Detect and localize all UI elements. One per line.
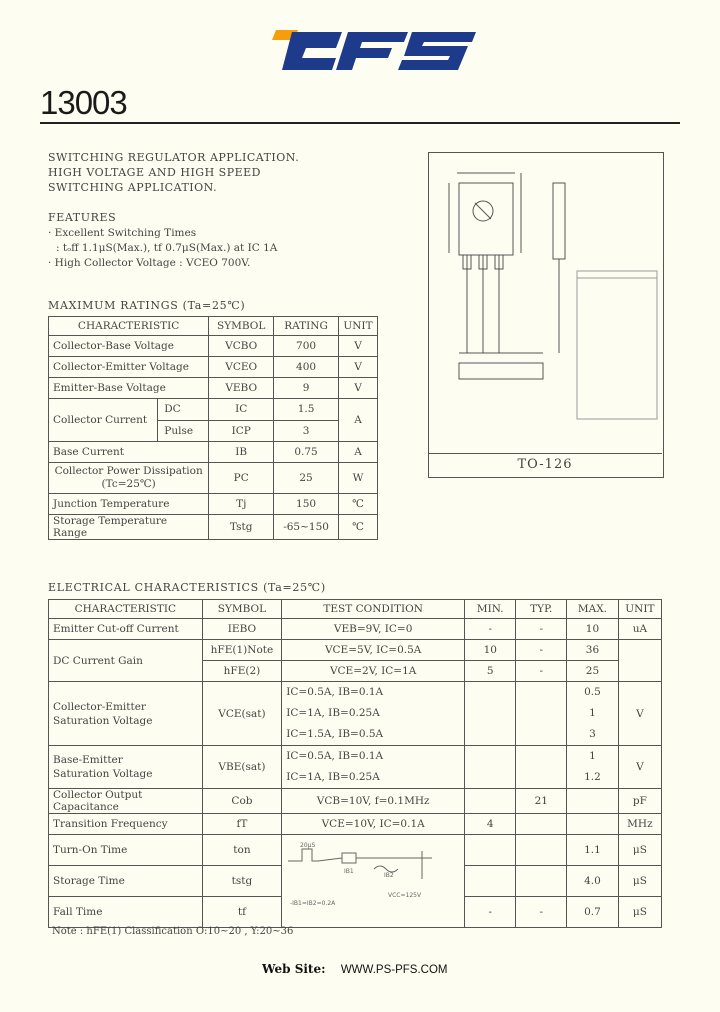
cell-min: 4 xyxy=(465,814,516,835)
cell-cond: VEB=9V, IC=0 xyxy=(282,619,465,640)
max-line: 0.5 xyxy=(584,686,601,698)
circuit-label-ib1: IB1 xyxy=(344,867,354,875)
cell-cond: VCB=10V, f=0.1MHz xyxy=(282,789,465,814)
cell-sym: VCE(sat) xyxy=(202,682,282,746)
features-title: FEATURES xyxy=(48,211,117,224)
cell-min xyxy=(465,746,516,789)
cell-typ xyxy=(516,835,567,866)
cell-min xyxy=(465,835,516,866)
cell-min xyxy=(465,789,516,814)
cell-sym: VBE(sat) xyxy=(202,746,282,789)
cell-typ xyxy=(516,682,567,746)
table-row xyxy=(49,515,378,540)
cell-unit: W xyxy=(338,463,377,494)
cell-sym: PC xyxy=(209,463,274,494)
cell-min: 10 xyxy=(465,640,516,661)
table-row xyxy=(49,640,662,661)
cell-unit: MHz xyxy=(618,814,661,835)
cell-max: 25 xyxy=(567,661,619,682)
max-ratings-title: MAXIMUM RATINGS (Ta=25℃) xyxy=(48,299,246,312)
col-header: MAX. xyxy=(567,600,619,619)
cell-sym: IB xyxy=(209,442,274,463)
electrical-table xyxy=(48,599,662,928)
cell-min: 5 xyxy=(465,661,516,682)
pulse-rating: 3 xyxy=(302,425,310,437)
cell-min: - xyxy=(465,897,516,928)
cell-rating: 400 xyxy=(274,357,339,378)
circuit-label-vcc: VCC=125V xyxy=(388,891,422,899)
cell-char: Collector Power Dissipation (Tc=25℃) xyxy=(49,463,209,494)
cell-char xyxy=(49,682,203,746)
cell-sym: Cob xyxy=(202,789,282,814)
cell-char: Emitter-Base Voltage xyxy=(49,378,209,399)
cell-sym: Tj xyxy=(209,494,274,515)
circuit-label-pulse: 20μS xyxy=(300,841,316,849)
cell-char: Storage Time xyxy=(49,866,203,897)
cell-sym: hFE(2) xyxy=(202,661,282,682)
cell-char: Collector-Base Voltage xyxy=(49,336,209,357)
table-row xyxy=(49,463,378,494)
cell-sym: Tstg xyxy=(209,515,274,540)
cell-rating: 0.75 xyxy=(274,442,339,463)
website-link[interactable]: WWW.PS-PFS.COM xyxy=(340,964,448,976)
cell-char: Junction Temperature xyxy=(49,494,209,515)
table-row xyxy=(49,682,662,746)
collector-current-label: Collector Current xyxy=(53,414,148,426)
cell-unit: V xyxy=(338,378,377,399)
feature-item: : tₒff 1.1μS(Max.), tf 0.7μS(Max.) at IC 1A xyxy=(56,242,278,254)
col-header: TYP. xyxy=(516,600,567,619)
cell-min xyxy=(465,866,516,897)
part-number: 13003 xyxy=(40,84,127,121)
cell-max: 0.7 xyxy=(567,897,619,928)
cell-cond: VCE=2V, IC=1A xyxy=(282,661,465,682)
switching-test-circuit xyxy=(282,835,465,928)
table-row xyxy=(49,814,662,835)
char-line: Collector-Emitter xyxy=(53,700,146,713)
table-row xyxy=(49,357,378,378)
cell-typ xyxy=(516,866,567,897)
application-line: SWITCHING REGULATOR APPLICATION. xyxy=(48,151,300,164)
cond-line: IC=0.5A, IB=0.1A xyxy=(286,750,384,762)
cell-unit: pF xyxy=(618,789,661,814)
cell-max: 4.0 xyxy=(567,866,619,897)
cell-unit: V xyxy=(338,336,377,357)
char-line: Saturation Voltage xyxy=(53,714,153,727)
cell-cond: VCE=10V, IC=0.1A xyxy=(282,814,465,835)
test-circuit-diagram xyxy=(282,839,457,921)
cell-char: Emitter Cut-off Current xyxy=(49,619,203,640)
col-header: CHARACTERISTIC xyxy=(49,600,203,619)
cell-char: Storage Temperature Range xyxy=(49,515,209,540)
cell-rating: 25 xyxy=(274,463,339,494)
col-header: UNIT xyxy=(618,600,661,619)
cell-max xyxy=(567,789,619,814)
cell-char: Transition Frequency xyxy=(49,814,203,835)
feature-item: · High Collector Voltage : VCEO 700V. xyxy=(48,257,251,269)
pulse-sym: ICP xyxy=(231,425,251,437)
website xyxy=(262,962,448,976)
cell-typ: - xyxy=(516,619,567,640)
cell-rating: 700 xyxy=(274,336,339,357)
cell-unit: ℃ xyxy=(338,494,377,515)
cell-unit: μS xyxy=(618,866,661,897)
cell-rating: 150 xyxy=(274,494,339,515)
cell-unit xyxy=(618,640,661,682)
cell-min: - xyxy=(465,619,516,640)
dc-label: DC xyxy=(158,399,208,421)
feature-item: · Excellent Switching Times xyxy=(48,227,197,239)
cell-char: Fall Time xyxy=(49,897,203,928)
dc-rating: 1.5 xyxy=(274,399,338,421)
col-header: SYMBOL xyxy=(209,317,274,336)
col-header: CHARACTERISTIC xyxy=(49,317,209,336)
max-line: 3 xyxy=(589,728,596,740)
dc-sym: IC xyxy=(209,399,273,421)
cell-sym: VEBO xyxy=(209,378,274,399)
table-row xyxy=(49,442,378,463)
cell-char xyxy=(49,399,209,442)
website-label: Web Site: xyxy=(262,962,326,976)
cell-sym: tf xyxy=(202,897,282,928)
header-rule xyxy=(40,122,680,124)
table-row xyxy=(49,378,378,399)
cond-line: IC=0.5A, IB=0.1A xyxy=(286,686,384,698)
col-header: MIN. xyxy=(465,600,516,619)
table-row xyxy=(49,746,662,789)
cell-char: DC Current Gain xyxy=(49,640,203,682)
pfs-logo xyxy=(262,22,482,76)
features-list xyxy=(48,226,277,271)
application-line: SWITCHING APPLICATION. xyxy=(48,181,218,194)
pulse-label: Pulse xyxy=(164,425,194,437)
cell-min xyxy=(465,682,516,746)
cond-line: IC=1A, IB=0.25A xyxy=(286,707,380,719)
cell-cond xyxy=(282,682,465,746)
table-row xyxy=(49,789,662,814)
application-line: HIGH VOLTAGE AND HIGH SPEED xyxy=(48,166,261,179)
cell-unit: μS xyxy=(618,835,661,866)
cell-char: Collector-Emitter Voltage xyxy=(49,357,209,378)
cell-rating: -65~150 xyxy=(274,515,339,540)
cell-typ: 21 xyxy=(516,789,567,814)
table-row xyxy=(49,494,378,515)
cell-char: Collector Output Capacitance xyxy=(49,789,203,814)
cond-line: IC=1.5A, IB=0.5A xyxy=(286,728,384,740)
cell-sym: VCEO xyxy=(209,357,274,378)
table-row xyxy=(49,399,378,442)
col-header: TEST CONDITION xyxy=(282,600,465,619)
package-outline-drawing xyxy=(429,153,663,453)
circuit-label-ib2: IB2 xyxy=(384,871,394,879)
cell-max xyxy=(567,814,619,835)
cell-typ: - xyxy=(516,897,567,928)
electrical-title: ELECTRICAL CHARACTERISTICS (Ta=25℃) xyxy=(48,581,326,594)
max-ratings-table xyxy=(48,316,378,540)
cell-typ xyxy=(516,746,567,789)
cell-cond xyxy=(282,746,465,789)
max-line: 1 xyxy=(589,707,596,719)
table-row xyxy=(49,619,662,640)
cell-max: 36 xyxy=(567,640,619,661)
cell-unit: V xyxy=(618,746,661,789)
char-line: Saturation Voltage xyxy=(53,768,153,780)
cell-sym: IEBO xyxy=(202,619,282,640)
cell-typ xyxy=(516,814,567,835)
cell-unit: ℃ xyxy=(338,515,377,540)
col-header: UNIT xyxy=(338,317,377,336)
cell-unit: μS xyxy=(618,897,661,928)
cell-unit: A xyxy=(338,399,377,442)
col-header: RATING xyxy=(274,317,339,336)
cell-typ: - xyxy=(516,640,567,661)
cell-sym: tstg xyxy=(202,866,282,897)
max-line: 1 xyxy=(589,750,596,762)
cell-max xyxy=(567,682,619,746)
cell-max xyxy=(567,746,619,789)
cell-max: 1.1 xyxy=(567,835,619,866)
table-row xyxy=(49,835,662,866)
cell-unit: V xyxy=(338,357,377,378)
cell-char: Base Current xyxy=(49,442,209,463)
package-drawing-box xyxy=(428,152,664,478)
circuit-label-current: -IB1=IB2=0.2A xyxy=(290,899,336,907)
cell-max: 10 xyxy=(567,619,619,640)
col-header: SYMBOL xyxy=(202,600,282,619)
cell-char: Turn-On Time xyxy=(49,835,203,866)
cell-sym: hFE(1)Note xyxy=(202,640,282,661)
max-line: 1.2 xyxy=(584,771,601,783)
cell-sym: fT xyxy=(202,814,282,835)
cell-sym: VCBO xyxy=(209,336,274,357)
cell-unit: V xyxy=(618,682,661,746)
cell-unit: A xyxy=(338,442,377,463)
cell-sym: ton xyxy=(202,835,282,866)
table-row xyxy=(49,336,378,357)
cell-typ: - xyxy=(516,661,567,682)
cell-cond: VCE=5V, IC=0.5A xyxy=(282,640,465,661)
cell-unit: uA xyxy=(618,619,661,640)
cell-sym xyxy=(209,399,274,442)
cell-rating: 9 xyxy=(274,378,339,399)
char-line: Base-Emitter xyxy=(53,754,123,766)
cell-char xyxy=(49,746,203,789)
package-label: TO-126 xyxy=(428,453,662,476)
applications xyxy=(48,150,299,195)
cell-rating xyxy=(274,399,339,442)
footnote: Note : hFE(1) Classification O:10~20 , Y:20~36 xyxy=(52,926,294,937)
cond-line: IC=1A, IB=0.25A xyxy=(286,771,380,783)
